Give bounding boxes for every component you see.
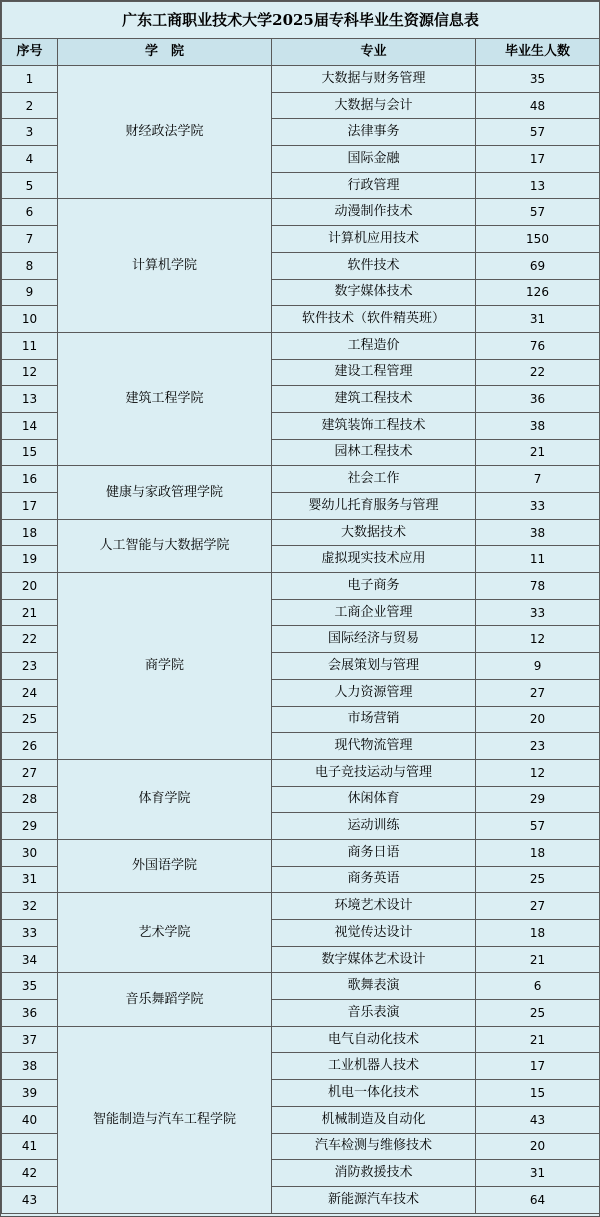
header-major: 专业 — [272, 39, 476, 66]
graduate-count-cell: 25 — [476, 866, 600, 893]
graduate-count-cell: 27 — [476, 679, 600, 706]
graduate-count-cell: 21 — [476, 946, 600, 973]
major-cell: 会展策划与管理 — [272, 653, 476, 680]
major-cell: 商务日语 — [272, 839, 476, 866]
graduate-count-cell: 43 — [476, 1106, 600, 1133]
graduate-count-cell: 31 — [476, 306, 600, 333]
table-row — [2, 466, 600, 493]
graduate-count-cell: 76 — [476, 332, 600, 359]
major-cell: 国际经济与贸易 — [272, 626, 476, 653]
row-index: 27 — [2, 759, 58, 786]
row-index: 13 — [2, 386, 58, 413]
graduate-count-cell: 20 — [476, 706, 600, 733]
row-index: 5 — [2, 172, 58, 199]
graduate-count-cell: 18 — [476, 920, 600, 947]
major-cell: 行政管理 — [272, 172, 476, 199]
graduate-count-cell: 6 — [476, 973, 600, 1000]
row-index: 10 — [2, 306, 58, 333]
graduate-count-cell: 126 — [476, 279, 600, 306]
graduate-count-cell: 57 — [476, 813, 600, 840]
graduate-count-cell: 38 — [476, 519, 600, 546]
college-cell: 外国语学院 — [58, 839, 272, 892]
major-cell: 休闲体育 — [272, 786, 476, 813]
row-index: 31 — [2, 866, 58, 893]
row-index: 42 — [2, 1160, 58, 1187]
row-index: 1 — [2, 66, 58, 93]
college-cell: 财经政法学院 — [58, 66, 272, 199]
row-index: 24 — [2, 679, 58, 706]
graduate-count-cell: 17 — [476, 146, 600, 173]
table-row — [2, 759, 600, 786]
college-cell: 计算机学院 — [58, 199, 272, 332]
row-index: 38 — [2, 1053, 58, 1080]
row-index: 21 — [2, 599, 58, 626]
college-cell: 体育学院 — [58, 759, 272, 839]
row-index: 2 — [2, 92, 58, 119]
graduate-count-cell: 20 — [476, 1133, 600, 1160]
header-index: 序号 — [2, 39, 58, 66]
graduate-count-cell: 35 — [476, 66, 600, 93]
graduate-count-cell: 12 — [476, 759, 600, 786]
major-cell: 大数据技术 — [272, 519, 476, 546]
graduate-count-cell: 64 — [476, 1186, 600, 1213]
header-row — [2, 39, 600, 66]
table-row — [2, 66, 600, 93]
row-index: 36 — [2, 1000, 58, 1027]
major-cell: 法律事务 — [272, 119, 476, 146]
major-cell: 建筑装饰工程技术 — [272, 412, 476, 439]
major-cell: 软件技术（软件精英班） — [272, 306, 476, 333]
row-index: 39 — [2, 1080, 58, 1107]
major-cell: 歌舞表演 — [272, 973, 476, 1000]
graduate-count-cell: 21 — [476, 1026, 600, 1053]
major-cell: 大数据与会计 — [272, 92, 476, 119]
table-row — [2, 893, 600, 920]
table-row — [2, 573, 600, 600]
college-cell: 音乐舞蹈学院 — [58, 973, 272, 1026]
graduate-count-cell: 29 — [476, 786, 600, 813]
graduate-count-cell: 57 — [476, 119, 600, 146]
row-index: 14 — [2, 412, 58, 439]
major-cell: 机电一体化技术 — [272, 1080, 476, 1107]
table-row — [2, 973, 600, 1000]
graduate-table — [1, 1, 600, 1214]
row-index: 11 — [2, 332, 58, 359]
major-cell: 电子竞技运动与管理 — [272, 759, 476, 786]
row-index: 4 — [2, 146, 58, 173]
row-index: 43 — [2, 1186, 58, 1213]
graduate-count-cell: 12 — [476, 626, 600, 653]
row-index: 34 — [2, 946, 58, 973]
graduate-count-cell: 17 — [476, 1053, 600, 1080]
major-cell: 工业机器人技术 — [272, 1053, 476, 1080]
graduate-count-cell: 48 — [476, 92, 600, 119]
graduate-count-cell: 57 — [476, 199, 600, 226]
college-cell: 建筑工程学院 — [58, 332, 272, 465]
graduate-count-cell: 69 — [476, 252, 600, 279]
graduate-count-cell: 31 — [476, 1160, 600, 1187]
graduate-count-cell: 21 — [476, 439, 600, 466]
major-cell: 国际金融 — [272, 146, 476, 173]
major-cell: 视觉传达设计 — [272, 920, 476, 947]
graduate-count-cell: 11 — [476, 546, 600, 573]
graduate-count-cell: 33 — [476, 493, 600, 520]
table-row — [2, 519, 600, 546]
graduate-count-cell: 18 — [476, 839, 600, 866]
major-cell: 运动训练 — [272, 813, 476, 840]
major-cell: 工商企业管理 — [272, 599, 476, 626]
college-cell: 健康与家政管理学院 — [58, 466, 272, 519]
major-cell: 工程造价 — [272, 332, 476, 359]
graduate-count-cell: 78 — [476, 573, 600, 600]
graduate-count-cell: 38 — [476, 412, 600, 439]
major-cell: 建设工程管理 — [272, 359, 476, 386]
row-index: 41 — [2, 1133, 58, 1160]
college-cell: 智能制造与汽车工程学院 — [58, 1026, 272, 1213]
row-index: 37 — [2, 1026, 58, 1053]
table-row — [2, 332, 600, 359]
row-index: 16 — [2, 466, 58, 493]
major-cell: 计算机应用技术 — [272, 226, 476, 253]
college-cell: 人工智能与大数据学院 — [58, 519, 272, 572]
major-cell: 社会工作 — [272, 466, 476, 493]
graduate-count-cell: 25 — [476, 1000, 600, 1027]
graduate-count-cell: 33 — [476, 599, 600, 626]
row-index: 40 — [2, 1106, 58, 1133]
major-cell: 新能源汽车技术 — [272, 1186, 476, 1213]
row-index: 29 — [2, 813, 58, 840]
major-cell: 婴幼儿托育服务与管理 — [272, 493, 476, 520]
major-cell: 电子商务 — [272, 573, 476, 600]
row-index: 23 — [2, 653, 58, 680]
graduate-count-cell: 15 — [476, 1080, 600, 1107]
row-index: 12 — [2, 359, 58, 386]
header-college: 学 院 — [58, 39, 272, 66]
major-cell: 虚拟现实技术应用 — [272, 546, 476, 573]
table-row — [2, 199, 600, 226]
major-cell: 商务英语 — [272, 866, 476, 893]
row-index: 25 — [2, 706, 58, 733]
row-index: 26 — [2, 733, 58, 760]
major-cell: 建筑工程技术 — [272, 386, 476, 413]
graduate-count-cell: 150 — [476, 226, 600, 253]
major-cell: 机械制造及自动化 — [272, 1106, 476, 1133]
row-index: 15 — [2, 439, 58, 466]
major-cell: 音乐表演 — [272, 1000, 476, 1027]
row-index: 22 — [2, 626, 58, 653]
major-cell: 电气自动化技术 — [272, 1026, 476, 1053]
major-cell: 大数据与财务管理 — [272, 66, 476, 93]
row-index: 32 — [2, 893, 58, 920]
graduate-count-cell: 27 — [476, 893, 600, 920]
row-index: 3 — [2, 119, 58, 146]
major-cell: 环境艺术设计 — [272, 893, 476, 920]
graduate-count-cell: 22 — [476, 359, 600, 386]
row-index: 30 — [2, 839, 58, 866]
graduate-count-cell: 7 — [476, 466, 600, 493]
major-cell: 数字媒体艺术设计 — [272, 946, 476, 973]
row-index: 19 — [2, 546, 58, 573]
major-cell: 市场营销 — [272, 706, 476, 733]
row-index: 9 — [2, 279, 58, 306]
major-cell: 人力资源管理 — [272, 679, 476, 706]
major-cell: 现代物流管理 — [272, 733, 476, 760]
graduate-count-cell: 9 — [476, 653, 600, 680]
header-count: 毕业生人数 — [476, 39, 600, 66]
row-index: 33 — [2, 920, 58, 947]
table-row — [2, 1026, 600, 1053]
graduate-count-cell: 36 — [476, 386, 600, 413]
major-cell: 园林工程技术 — [272, 439, 476, 466]
major-cell: 动漫制作技术 — [272, 199, 476, 226]
major-cell: 软件技术 — [272, 252, 476, 279]
major-cell: 汽车检测与维修技术 — [272, 1133, 476, 1160]
row-index: 17 — [2, 493, 58, 520]
table-title: 广东工商职业技术大学2025届专科毕业生资源信息表 — [2, 2, 600, 39]
major-cell: 消防救援技术 — [272, 1160, 476, 1187]
row-index: 6 — [2, 199, 58, 226]
table-body — [2, 66, 600, 1214]
row-index: 20 — [2, 573, 58, 600]
graduate-count-cell: 23 — [476, 733, 600, 760]
row-index: 7 — [2, 226, 58, 253]
row-index: 8 — [2, 252, 58, 279]
row-index: 18 — [2, 519, 58, 546]
table-row — [2, 839, 600, 866]
college-cell: 商学院 — [58, 573, 272, 760]
row-index: 28 — [2, 786, 58, 813]
row-index: 35 — [2, 973, 58, 1000]
college-cell: 艺术学院 — [58, 893, 272, 973]
major-cell: 数字媒体技术 — [272, 279, 476, 306]
graduate-count-cell: 13 — [476, 172, 600, 199]
